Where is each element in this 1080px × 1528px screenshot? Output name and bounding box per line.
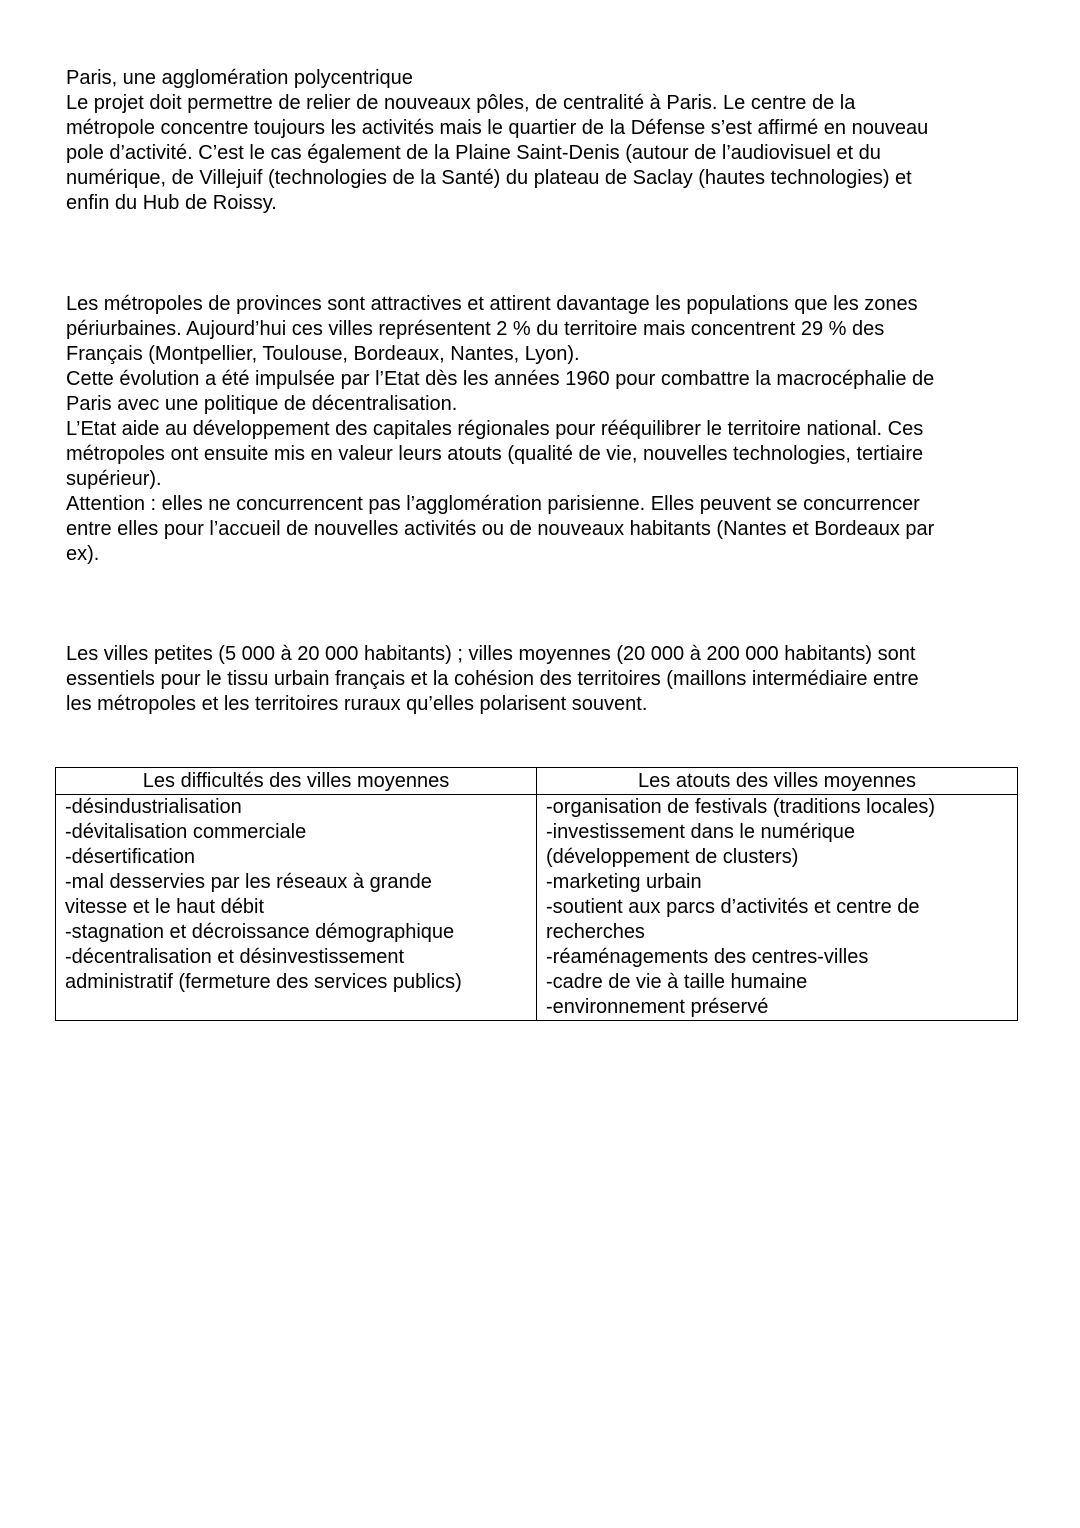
list-item: -décentralisation et désinvestissement	[65, 946, 405, 968]
paragraph-line: Français (Montpellier, Toulouse, Bordeaux, Nantes, Lyon).	[66, 343, 580, 365]
paragraph-line: Le projet doit permettre de relier de nouveaux pôles, de centralité à Paris. Le centre de la	[66, 92, 856, 114]
table-header-row	[56, 768, 1018, 795]
paragraph-line: essentiels pour le tissu urbain français et la cohésion des territoires (maillons intermédiaire entre	[66, 668, 919, 690]
list-item: -cadre de vie à taille humaine	[546, 971, 808, 993]
atouts-cell	[537, 795, 1018, 1021]
list-item: vitesse et le haut débit	[65, 896, 265, 918]
paragraph-line: numérique, de Villejuif (technologies de la Santé) du plateau de Saclay (hautes technologies) et	[66, 167, 912, 189]
difficultes-cell	[56, 795, 537, 1021]
paragraph-line: Paris avec une politique de décentralisation.	[66, 393, 458, 415]
paragraph-line: enfin du Hub de Roissy.	[66, 192, 277, 214]
section-title: Paris, une agglomération polycentrique	[66, 67, 413, 89]
villes-moyennes-table	[55, 767, 1018, 1021]
section-metropoles-provinces	[66, 292, 1016, 567]
paragraph-line: Les métropoles de provinces sont attractives et attirent davantage les populations que les zones	[66, 293, 918, 315]
list-item: -soutient aux parcs d’activités et centre de	[546, 896, 920, 918]
list-item: administratif (fermeture des services publics)	[65, 971, 462, 993]
list-item: recherches	[546, 921, 645, 943]
paragraph-line: Les villes petites (5 000 à 20 000 habitants) ; villes moyennes (20 000 à 200 000 habitants) sont	[66, 643, 916, 665]
list-item: -désindustrialisation	[65, 796, 242, 818]
paragraph-line: métropole concentre toujours les activités mais le quartier de la Défense s’est affirmé en nouveau	[66, 117, 929, 139]
list-item: -désertification	[65, 846, 196, 868]
list-item: -réaménagements des centres-villes	[546, 946, 869, 968]
list-item: -environnement préservé	[546, 996, 769, 1018]
paragraph-line: entre elles pour l’accueil de nouvelles activités ou de nouveaux habitants (Nantes et Bordeaux par	[66, 518, 935, 540]
list-item: -marketing urbain	[546, 871, 702, 893]
villes-moyennes-table-container	[55, 767, 1017, 1021]
paragraph-line: Cette évolution a été impulsée par l’Etat dès les années 1960 pour combattre la macrocéphalie de	[66, 368, 935, 390]
paragraph-line: périurbaines. Aujourd’hui ces villes représentent 2 % du territoire mais concentrent 29 % des	[66, 318, 885, 340]
section-villes-moyennes	[66, 642, 1016, 717]
paragraph-line: les métropoles et les territoires ruraux qu’elles polarisent souvent.	[66, 693, 648, 715]
header-difficultes: Les difficultés des villes moyennes	[56, 768, 537, 795]
section-paris-polycentrique	[66, 66, 1016, 216]
list-item: -mal desservies par les réseaux à grande	[65, 871, 432, 893]
paragraph-line: L’Etat aide au développement des capitales régionales pour rééquilibrer le territoire national. Ces	[66, 418, 924, 440]
paragraph-line: Attention : elles ne concurrencent pas l’agglomération parisienne. Elles peuvent se concurrencer	[66, 493, 920, 515]
list-item: -organisation de festivals (traditions locales)	[546, 796, 936, 818]
paragraph-line: métropoles ont ensuite mis en valeur leurs atouts (qualité de vie, nouvelles technologies, tertiaire	[66, 443, 924, 465]
list-item: (développement de clusters)	[546, 846, 799, 868]
header-atouts: Les atouts des villes moyennes	[537, 768, 1018, 795]
table-row	[56, 795, 1018, 1021]
list-item: -investissement dans le numérique	[546, 821, 856, 843]
list-item: -stagnation et décroissance démographique	[65, 921, 455, 943]
paragraph-line: pole d’activité. C’est le cas également de la Plaine Saint-Denis (autour de l’audiovisuel et du	[66, 142, 881, 164]
paragraph-line: ex).	[66, 543, 100, 565]
list-item: -dévitalisation commerciale	[65, 821, 307, 843]
paragraph-line: supérieur).	[66, 468, 162, 490]
